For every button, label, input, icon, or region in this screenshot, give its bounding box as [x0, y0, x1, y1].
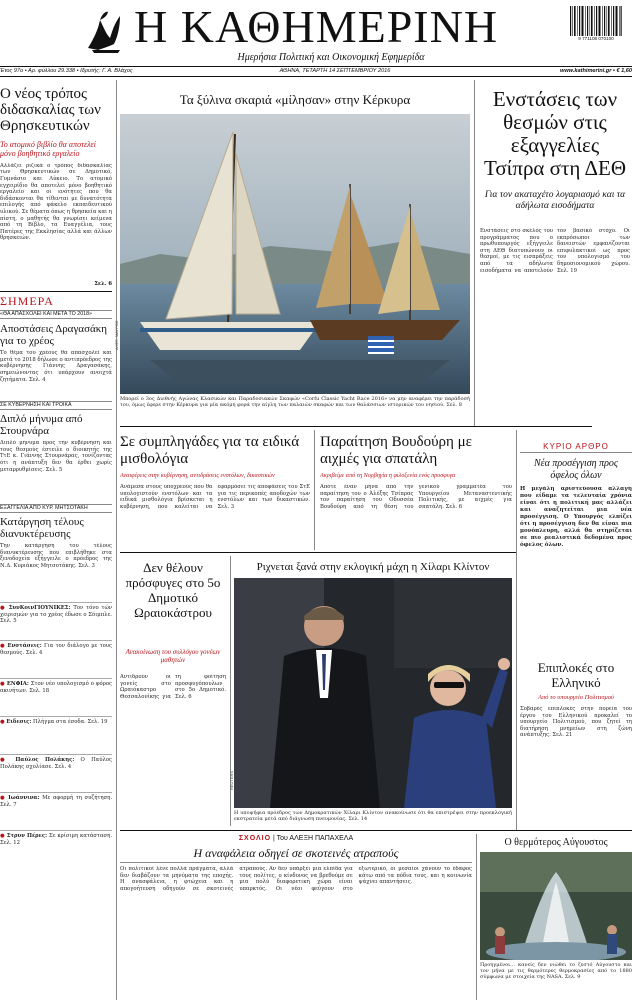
masthead-subtitle: Ημερήσια Πολιτική και Οικονομική Εφημερίδα [237, 52, 425, 63]
article-ministry-salaries-title: Σε συμπληγάδες για τα ειδικά μισθολόγια [120, 434, 300, 467]
editorial-title: Νέα προσέγγιση προς όφελος όλων [534, 458, 618, 481]
today-sub: «ΘΑ ΑΠΑΣΧΟΛΕΙ ΚΑΙ ΜΕΤΑ ΤΟ 2018» [0, 310, 112, 319]
left-lead-title: Ο νέος τρόπος διδασκαλίας των Θρησκευτικών [0, 86, 101, 134]
clinton-caption: Η υποψήφια πρόεδρος των Δημοκρατικών Χίλαρι Κλίντον ανακοίνωσε ότι θα επιστρέψει στην προεκλογική εκστρατεία μετά από διάγνωση πνευμονίας. Σελ. 14 [234, 810, 512, 823]
article-refugees-deck: Ανακοίνωση του συλλόγου γονέων μαθητών [125, 648, 221, 665]
brief3-title: Κατάργηση τέλους διανυκτέρευσης [0, 516, 84, 541]
masthead [0, 0, 632, 76]
column-separator: | [273, 835, 277, 842]
center-rule-3 [120, 830, 632, 831]
brief2-body: Διπλό μήνυμα προς την κυβέρνηση και τους θεσμούς έστειλε ο διοικητής της ΤτΕ κ. Γιάννης Στουρνάρας, τονίζοντας ότι η ανάπτυξη δεν θα έρθει χωρίς μεταρρυθμίσεις. Σελ. 5 [0, 440, 112, 473]
left-bullet: ● ΕΝΦΙΑ: Στον νέο υπολογισμό ο φόρος ακινήτων. Σελ. 18 [0, 678, 112, 712]
brief3-body: Την κατάργηση του τέλους διανυκτέρευσης που επιβλήθηκε στα ξενοδοχεία εξήγγειλε ο πρόεδρος της Ν.Δ. Κυριάκος Μητσοτάκης. Σελ. 3 [0, 543, 112, 569]
barcode [570, 6, 622, 44]
kerkyra-photo-credit: ΑΛΕΞ. ΜΑΥΡΟΣ [114, 320, 119, 350]
left-bullet: ● Ειδεσις: Πλήγμα στα έσοδα. Σελ. 19 [0, 716, 112, 750]
site-price: www.kathimerini.gr • € 1,60 [559, 68, 632, 74]
center-rule-2 [120, 552, 516, 553]
article-refugees-body: Αντιδρούν οι γονείς στο Ωραιόκαστρο Θεσσαλονίκης για τη φοίτηση προσφυγόπουλων στο 5ο Δημοτικό. Σελ. 6 [120, 674, 226, 700]
brief2-title: Διπλό μήνυμα από Στουρνάρα [0, 413, 83, 438]
article-ministry-salaries-deck: Αναιφέρεις στην κυβέρνηση, αντιδράσεις ενστόλων, δικαστικών [120, 472, 275, 479]
dateline: ΑΘΗΝΑ, ΤΕΤΑΡΤΗ 14 ΣΕΠΤΕΜΒΡΙΟΥ 2016 [279, 68, 391, 74]
thermo-photo [480, 852, 632, 960]
article-refugees-title: Δεν θέλουν πρόσφυγες στο 5ο Δημοτικό Ωραιοκάστρου [125, 560, 221, 620]
today-label: ΣΗΜΕΡΑ [0, 294, 54, 309]
left-lead-deck: Το ατομικό βιβλίο θα αποτελεί μόνο βοηθητικό εργαλείο [0, 140, 96, 159]
kerkyra-caption: Μπορεί ο 3ος Διεθνής Αγώνας Κλασικών και Παραδοσιακών Σκαφών «Corfu Classic Yacht Race 2016» να μην αναφέρει την παράδοσή του, όμως έφερε στην Κέρκυρα για μία ακόμη φορά την αίγλη των παλαιών σκαφών και των θαλάσσιων ιστορικών του νησιού. Σελ. 8 [120, 396, 470, 409]
left-bullet: ● Ιωάννινα: Με αφορμή τη συζήτηση. Σελ. 7 [0, 792, 112, 826]
barcode-number: 9 771108 070100 [578, 36, 614, 41]
brief1-body: Το θέμα του χρέους θα απασχολεί και μετά το 2018 δήλωσε ο αντιπρόεδρος της κυβέρνησης Γιάννης Δραγασάκης, σημειώνοντας ότι υπάρχουν ανοιχτά ζητήματα. Σελ. 4 [0, 350, 112, 383]
left-lead-ref: Σελ. 6 [94, 280, 112, 287]
article-voudouris-title: Παραίτηση Βουδούρη με αιχμές για σπατάλη [320, 434, 472, 467]
article-voudouris-deck: Ακριβείμε από τη Νορβηγία η φιλοξενία ενός προσφυγα [320, 472, 456, 479]
elliniko-title: Επιπλοκές στο Ελληνικό [537, 660, 615, 690]
column-divider-right-article [516, 430, 517, 830]
left-lead-body: Αλλάζει ριζικά ο τρόπος διδασκαλίας των Θρησκευτικών σε Δημοτικό, Γυμνάσιο και Λύκειο. Το ατομικό εγχειρίδιο θα αποτελεί μόνο βοηθητικό εργαλείο και οι ενότητες που θα διδάσκονται θα τίθενται με δυνατότητα επιλογής από φάκελο εκπαιδευτικού υλικού. Σε θέματα όπως η θρησκεία και η πίστη, ο μαθητής θα γνωρίσει κείμενα από τη Βίβλο, τα Ευαγγέλια, τους Πατέρες της Εκκλησίας αλλά και άλλων θρησκειών. [0, 162, 112, 242]
editorial-body: Η μεγάλη αριστεύουσα αλλαγή που είδαμε τα τελευταία χρόνια είναι ότι η πολιτική μας αλλάζει και αναζητείται μια νέα προσέγγιση. Ο Υπουργός ελπίζει ότι η προσέγγιση δεν θα είναι πια μονόπλευρη, αλλά θα στηρίζεται σε πιο ρεαλιστικά δεδομένα προς όφελος όλων. [520, 486, 632, 548]
brief3-section: ΕΞΑΓΓΕΛΙΑ ΑΠΟ ΚΥΡ. ΜΗΤΣΟΤΑΚΗ [0, 504, 112, 513]
article-ministry-salaries-body: Ανάμεσα στους υποχρεούς που θα υπολογιστούν ενστόλων και τα ειδικά μισθολόγια βρίσκεται η κυβέρνηση, που καλείται να εφαρμόσει τις αποφάσεις του ΣτΕ για τις περικοπές αποδοχών των ενστόλων και των δικαστικών. Σελ. 3 [120, 484, 310, 510]
elliniko-body: Σοβαρές επιπλοκές στην πορεία του έργου του Ελληνικού προκαλεί το υπουργείο Πολιτισμού, που ζητεί τη διατήρηση μνημείων στη ζώνη ανάπτυξης. Σελ. 21 [520, 706, 632, 739]
left-bullet: ● Στρυν Πέρες: Σε κρίσιμη κατάσταση. Σελ. 12 [0, 830, 112, 864]
column-author: Του ΑΛΕΞΗ ΠΑΠΑΧΕΛΑ [276, 835, 354, 842]
column-divider-left [116, 80, 117, 1000]
center-rule-1 [120, 426, 592, 427]
brief2-section: ΣΕ ΚΥΒΕΡΝΗΣΗ ΚΑΙ ΤΡΟΪΚΑ [0, 401, 112, 410]
right-lead-title: Ενστάσεις των θεσμών στις εξαγγελίες Τσίπρα στη ΔΕΘ [483, 87, 627, 180]
masthead-rule-bottom [0, 76, 632, 77]
clinton-title: Ριχνεται ξανά στην εκλογική μάχη η Χίλαρι Κλίντον [256, 561, 490, 573]
kerkyra-photo [120, 114, 470, 394]
thermo-caption: Προηγμένοι... κανείς δεν νιώθει το ζεστό Αύγουστο και τον μήνα με τις θερμότερες θερμοκρασίες από το 1880 σύμφωνα με στοιχεία της NASA. Σελ. 9 [480, 962, 632, 981]
masthead-title: Η ΚΑΘΗΜΕΡΙΝΗ [134, 1, 499, 52]
column-body: Οι πολιτικοί λένε πολλά πράγματα, αλλά δεν διαβάζουν τα μηνύματα της εποχής. Η ανασφάλεια, η φτώχεια και η απογοήτευση οδηγούν σε σκοτεινές ατραπούς. Αν δεν υπάρξει μια ελπίδα για τους πολίτες, ο κίνδυνος να βρεθούμε σε μια πολύ διαφορετική χώρα είναι υπαρκτός. Οι νέοι φεύγουν στο εξωτερικό, οι μεσαίοι χάνουν το έδαφος κάτω από τα πόδια τους, και η κοινωνία ψάχνει απαντήσεις. [120, 866, 472, 892]
editorial-label: ΚΥΡΙΟ ΑΡΘΡΟ [520, 442, 632, 453]
article-voudouris-body: Απότε έναν μήνα από την παραίτηση του ο Άλέξης Τσίπρας τον παραίτηση του Οδυσσέα Βουδούρη από τη θέση του γενικού γραμματέα του Υπουργείου Μεταναστευτικής Πολιτικής, με αιχμές για σπατάλη. Σελ. 6 [320, 484, 512, 510]
left-bullet: ● Παύλος Πολάκης: Ο Παύλος Πολάκης σχολίασε. Σελ. 4 [0, 754, 112, 788]
clinton-photo-credit: REUTERS [229, 770, 234, 790]
brief1-title: Αποστάσεις Δραγασάκη για το χρέος [0, 323, 108, 348]
left-bullet: ● Ενστάσεις: Για τον διάλογο με τους θεσμούς. Σελ. 4 [0, 640, 112, 674]
issue-info: Έτος 97ο • Αρ. φύλλου 29.338 • Ιδρυτής: Γ. Α. Βλάχος [0, 68, 133, 74]
kerkyra-title: Τα ξύλινα σκαριά «μίλησαν» στην Κέρκυρα [179, 92, 411, 107]
divider-a1-a2 [314, 430, 315, 550]
column-title: Η αναφάλεια οδηγεί σε σκοτεινές ατραπούς [120, 846, 472, 863]
column-divider-right-lead [474, 80, 475, 426]
phoenix-logo-icon [80, 8, 130, 54]
left-bullet-list [0, 602, 112, 864]
left-column [0, 80, 112, 1000]
column-label: ΣΧΟΛΙΟ [238, 835, 272, 842]
elliniko-deck: Από το υπουργείο Πολιτισμού [537, 694, 615, 701]
left-bullet: ● ΣυνΚοινΓΙΟΥΝΙΚΕΣ: Τον τόνο τών χειρισμών για το χρέος έδωσε ο Σόιμπλε. Σελ. 5 [0, 602, 112, 636]
column-header [120, 834, 472, 844]
column-divider-thermo [476, 834, 477, 1000]
right-lead-body: Ενστάσεις στο σκέλος του προγράμματος που ο πρωθυπουργός εξήγγειλε στη ΔΕΘ διατυπώνουν οι θεσμοί, με τις εισπράξεις από τα αδήλωτα εισοδήματα να αποτελούν τον βασικό στόχο. Οι εκπρόσωποι των δανειστών εμφανίζονται επιφυλακτικοί ως προς τον υπολογισμό του δημοσιονομικού χώρου. Σελ. 19 [480, 228, 630, 274]
clinton-photo [234, 578, 512, 808]
right-lead-deck: Για τον ακαταχέτο λογαριασμό και τα αδήλωτα εισοδήματα [484, 190, 626, 211]
thermo-title: Ο θερμότερος Αύγουστος [504, 837, 608, 848]
